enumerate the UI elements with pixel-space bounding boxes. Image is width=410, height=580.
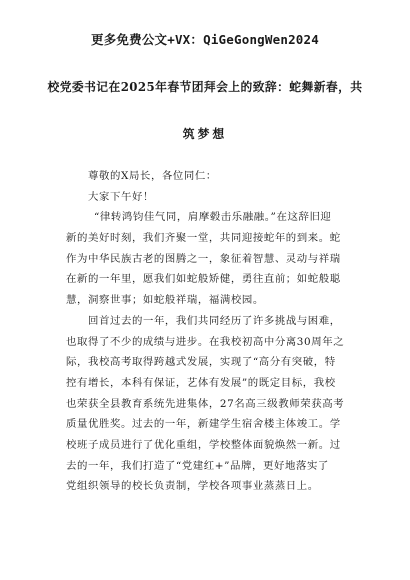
page-header: 更多免费公文+VX：QiGeGongWen2024 [91, 32, 319, 47]
paragraph-line: 回首过去的一年，我们共同经历了许多挑战与困难， [88, 314, 341, 327]
paragraph-line: “律转鸿钧佳气同，肩摩毂击乐融融。”在这辞旧迎 [94, 211, 332, 224]
paragraph-line: 控有增长，本科有保证，艺体有发展”的既定目标，我校 [66, 376, 336, 389]
greeting-line: 大家下午好！ [88, 190, 154, 203]
paragraph-line: 慧，洞察世事；如蛇般祥瑞，福满校园。 [66, 294, 264, 307]
paragraph-line: 校班子成员进行了优化重组，学校整体面貌焕然一新。过 [66, 438, 341, 451]
paragraph-line: 质量优胜奖。过去的一年，新建学生宿舍楼主体竣工。学 [66, 418, 341, 431]
speech-body [66, 166, 370, 497]
salutation-line: 尊敬的X局长，各位同仁： [88, 170, 217, 182]
paragraph-line: 也荣获全县教育系统先进集体，27名高三级教师荣获高考 [66, 397, 345, 410]
paragraph-line: 党组织领导的校长负责制，学校各项事业蒸蒸日上。 [66, 480, 319, 493]
paragraph-line: 去的一年，我们打造了“党建红+”品牌，更好地落实了 [66, 459, 329, 472]
speech-title-line-1: 校党委书记在2025年春节团拜会上的致辞：蛇舞新春，共 [47, 80, 363, 94]
paragraph-line: 际，我校高考取得跨越式发展，实现了“高分有突破，特 [66, 356, 336, 369]
paragraph-line: 在新的一年里，愿我们如蛇般矫健，勇往直前；如蛇般聪 [66, 273, 341, 286]
paragraph-line: 也取得了不少的成绩与进步。在我校初高中分离30周年之 [66, 335, 345, 348]
speech-title-line-2: 筑梦想 [182, 127, 228, 141]
paragraph-line: 新的美好时刻，我们齐聚一堂，共同迎接蛇年的到来。蛇 [66, 232, 341, 245]
paragraph-line: 作为中华民族古老的图腾之一，象征着智慧、灵动与祥瑞 [66, 252, 341, 265]
